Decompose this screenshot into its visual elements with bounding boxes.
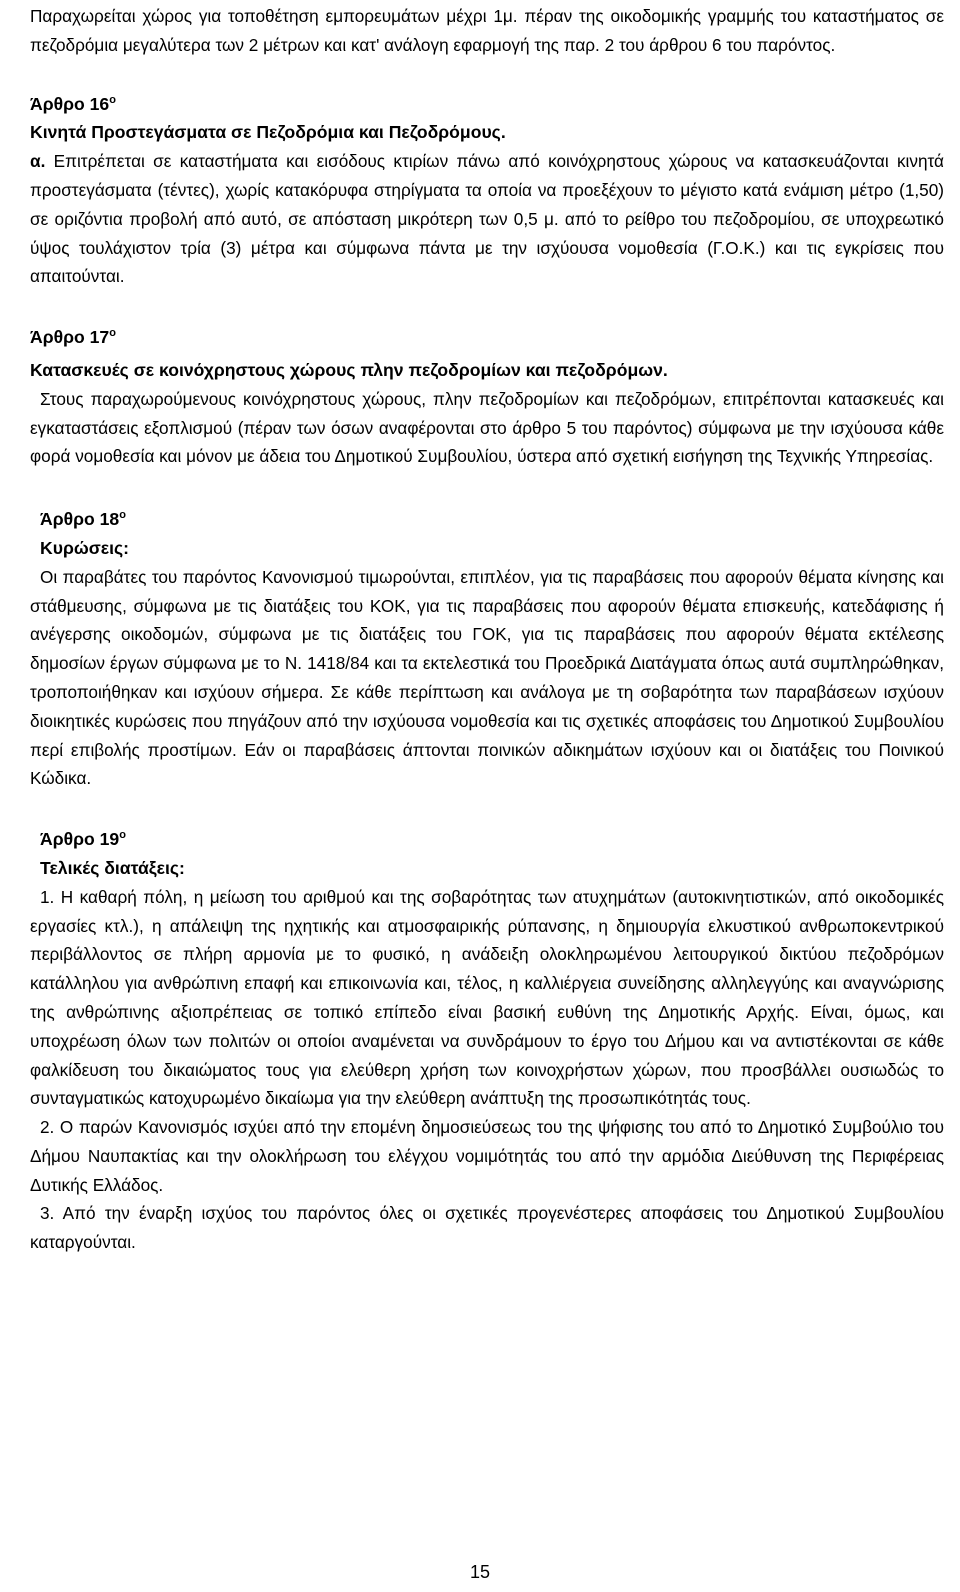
article-18-sup: ο bbox=[119, 509, 126, 522]
article-16-heading bbox=[30, 90, 944, 119]
article-18-title: Κυρώσεις: bbox=[40, 537, 129, 558]
article-16-number: Άρθρο 16 bbox=[30, 93, 110, 114]
article-19-heading bbox=[30, 825, 944, 854]
article-16-text: Επιτρέπεται σε καταστήματα και εισόδους κτιρίων πάνω από κοινόχρηστους χώρους να κατασκευάζονται κινητά προστεγάσματα (τέντες), χωρίς κατακόρυφα στηρίγματα τα οποία να προεξέχουν το μέγιστο κατά ενάμιση μέτρο (1,50) σε οριζόντια προβολή από αυτό, σε απόσταση μικρότερη των 0,5 μ. από το ρείθρο του πεζοδρομίου, σε υποχρεωτικό ύψος τουλάχιστον τρία (3) μέτρα και σύμφωνα πάντα με την ισχύουσα νομοθεσία (Γ.Ο.Κ.) και τις εγκρίσεις που απαιτούνται. bbox=[30, 151, 944, 287]
spacer bbox=[30, 471, 944, 505]
article-19-title: Τελικές διατάξεις: bbox=[40, 857, 185, 878]
article-18-heading bbox=[30, 505, 944, 534]
article-16-lead: α. bbox=[30, 151, 46, 172]
article-17-sup: ο bbox=[109, 327, 116, 340]
article-17-number: Άρθρο 17 bbox=[30, 327, 110, 348]
article-16-title: Κινητά Προστεγάσματα σε Πεζοδρόμια και Πεζοδρόμους. bbox=[30, 122, 506, 143]
article-19-number: Άρθρο 19 bbox=[40, 829, 120, 850]
article-17-title: Κατασκευές σε κοινόχρηστους χώρους πλην πεζοδρομίων και πεζοδρόμων. bbox=[30, 359, 668, 380]
article-19-sup: ο bbox=[119, 829, 126, 842]
page-number: 15 bbox=[469, 1562, 491, 1582]
intro-paragraph: Παραχωρείται χώρος για τοποθέτηση εμπορευμάτων μέχρι 1μ. πέραν της οικοδομικής γραμμής του καταστήματος σε πεζοδρόμια μεγαλύτερα των 2 μέτρων και κατ' ανάλογη εφαρμογή της παρ. 2 του άρθρου 6 του παρόντος. bbox=[30, 6, 944, 55]
article-19-item-1: 1. Η καθαρή πόλη, η μείωση του αριθμού και της σοβαρότητας των ατυχημάτων (αυτοκινητιστικών, από οικοδομικές εργασίες κτλ.), η απάλειψη της ηχητικής και ατμοσφαιρικής ρύπανσης, η δημιουργία ελκυστικού ανθρωποκεντρικού περιβάλλοντος σε πλήρη αρμονία με το φυσικό, η ανάδειξη ολοκληρωμένου λειτουργικού δικτύου πεζοδρόμων κατάλληλου για ανθρώπινη επαφή και επικοινωνία και, τέλος, η καλλιέργεια συνείδησης αλληλεγγύης και αναγνώρισης της ανθρώπινης αξιοπρέπειας σε τοπικό επίπεδο είναι βασική ευθύνη της Δημοτικής Αρχής. Είναι, όμως, και υποχρέωση όλων των πολιτών οι οποίοι αναμένεται να συνδράμουν το έργο του Δήμου και να αντιστέκονται σε κάθε φαλκίδευση του δικαιώματος τους για ελεύθερη χρήση των κοινοχρήστων χώρων, που προσβάλλει ουσιωδώς το συνταγματικώς κατοχυρωμένο δικαίωμα για την ελεύθερη ανάπτυξη της προσωπικότητάς τους. bbox=[30, 886, 944, 1109]
article-17-paragraph: Στους παραχωρούμενους κοινόχρηστους χώρους, πλην πεζοδρομίων και πεζοδρόμων, επιτρέπονται κατασκευές και εγκαταστάσεις εξοπλισμού (πέραν των όσων αναφέρονται στο άρθρο 5 του παρόντος) σύμφωνα με την ισχύουσα κάθε φορά νομοθεσία και μόνον με άδεια του Δημοτικού Συμβουλίου, ύστερα από σχετική εισήγηση της Τεχνικής Υπηρεσίας. bbox=[30, 388, 944, 467]
spacer bbox=[30, 793, 944, 825]
document-page bbox=[30, 0, 944, 1257]
article-17-heading bbox=[30, 323, 944, 352]
article-19-item-3: 3. Από την έναρξη ισχύος του παρόντος όλες οι σχετικές προγενέστερες αποφάσεις του Δημοτικού Συμβουλίου καταργούνται. bbox=[30, 1203, 944, 1253]
spacer bbox=[30, 291, 944, 323]
article-18-paragraph: Οι παραβάτες του παρόντος Κανονισμού τιμωρούνται, επιπλέον, για τις παραβάσεις που αφορούν θέματα κίνησης και στάθμευσης, σύμφωνα με τις διατάξεις του ΚΟΚ, για τις παραβάσεις που αφορούν θέματα επισκευής, κατεδάφισης ή ανέγερσης οικοδομών, σύμφωνα με τις διατάξεις του ΓΟΚ, για τις παραβάσεις που αφορούν θέματα εκτέλεσης δημοσίων έργων σύμφωνα με το Ν. 1418/84 και τα εκτελεστικά του Προεδρικά Διατάγματα όπως αυτά συμπληρώθηκαν, τροποποιήθηκαν και ισχύουν σήμερα. Σε κάθε περίπτωση και ανάλογα με τη σοβαρότητα των παραβάσεων ισχύουν διοικητικές κυρώσεις που πηγάζουν από την ισχύουσα νομοθεσία και τις σχετικές αποφάσεις του Δημοτικού Συμβουλίου περί επιβολής προστίμων. Εάν οι παραβάσεις άπτονται ποινικών αδικημάτων ισχύουν και οι διατάξεις του Ποινικού Κώδικα. bbox=[30, 566, 944, 789]
article-16-sup: ο bbox=[109, 93, 116, 106]
article-18-number: Άρθρο 18 bbox=[40, 509, 120, 530]
article-19-item-2: 2. Ο παρών Κανονισμός ισχύει από την επομένη δημοσιεύσεως του της ψήφισης του από το Δημοτικό Συμβούλιο του Δήμου Ναυπακτίας και την ολοκλήρωση του ελέγχου νομιμότητάς του από την αρμόδια Διεύθυνση της Περιφέρειας Δυτικής Ελλάδος. bbox=[30, 1117, 944, 1195]
spacer bbox=[30, 60, 944, 90]
article-16-paragraph bbox=[30, 147, 944, 291]
